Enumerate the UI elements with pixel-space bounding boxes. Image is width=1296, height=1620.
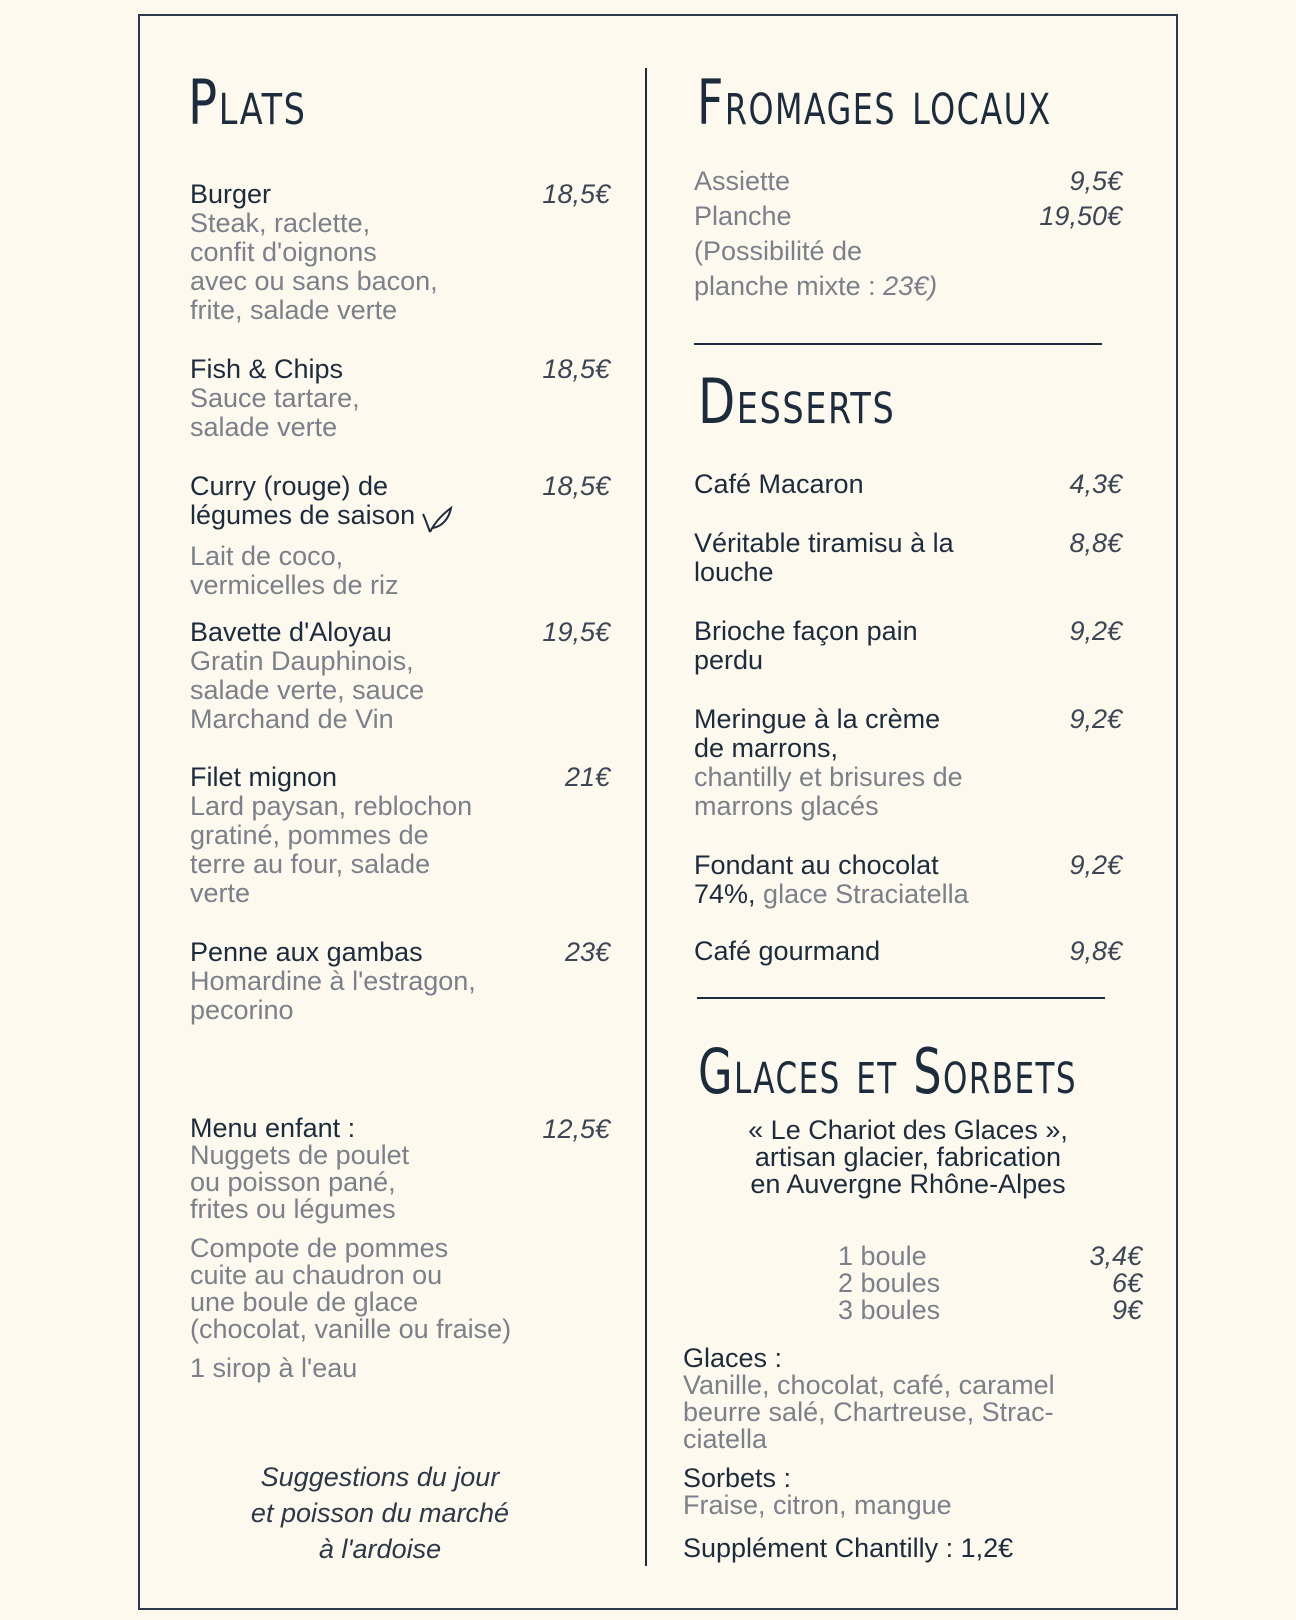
item-name: Bavette d'Aloyau xyxy=(190,617,392,647)
menu-item-filet-mignon xyxy=(190,763,472,908)
item-name-line2 xyxy=(694,880,969,909)
flavour-line: beurre salé, Chartreuse, Strac- xyxy=(683,1397,1054,1427)
item-price: 21€ xyxy=(564,762,610,792)
menu-item-bavette xyxy=(190,618,424,734)
fromages-list xyxy=(694,164,937,304)
sorbets-flavours: Fraise, citron, mangue xyxy=(683,1490,952,1520)
item-desc: avec ou sans bacon, xyxy=(190,266,438,296)
glaces-label: Glaces : xyxy=(683,1343,783,1373)
item-name: Curry (rouge) de xyxy=(190,471,389,501)
menu-item-penne xyxy=(190,938,476,1025)
item-name-line2 xyxy=(190,501,453,542)
item-name: louche xyxy=(694,557,774,587)
kids-dessert: une boule de glace xyxy=(190,1287,419,1317)
intro-line: en Auvergne Rhône-Alpes xyxy=(750,1169,1066,1199)
scoop-label: 1 boule xyxy=(838,1241,927,1271)
item-desc: Marchand de Vin xyxy=(190,704,394,734)
item-desc: salade verte, sauce xyxy=(190,675,425,705)
item-name: Fish & Chips xyxy=(190,354,344,384)
item-price: 18,5€ xyxy=(542,179,610,209)
item-name: Filet mignon xyxy=(190,762,338,792)
fromages-note-text: planche mixte : xyxy=(694,271,884,301)
section-separator xyxy=(697,997,1105,999)
item-desc: gratiné, pommes de xyxy=(190,820,429,850)
fromages-note-price: 23€) xyxy=(883,271,938,301)
item-name: Assiette xyxy=(694,166,791,196)
item-desc: Lait de coco, xyxy=(190,541,344,571)
item-name: Penne aux gambas xyxy=(190,937,423,967)
dessert-fondant xyxy=(694,851,969,909)
item-name: Café gourmand xyxy=(694,936,881,966)
desserts-title: Desserts xyxy=(698,365,896,438)
item-desc: pecorino xyxy=(190,995,294,1025)
item-desc: Steak, raclette, xyxy=(190,208,371,238)
item-desc: ou poisson pané, xyxy=(190,1167,396,1197)
suggestions-note xyxy=(190,1459,570,1567)
flavour-line: ciatella xyxy=(683,1424,768,1454)
glaces-title: Glaces et Sorbets xyxy=(698,1035,1077,1108)
menu-item-curry xyxy=(190,472,453,600)
item-price: 8,8€ xyxy=(1069,528,1122,558)
suggestions-line: et poisson du marché xyxy=(250,1498,510,1528)
item-name: Meringue à la crème xyxy=(694,704,941,734)
dessert-tiramisu xyxy=(694,529,954,587)
fromages-note: (Possibilité de xyxy=(694,236,863,266)
dessert-meringue xyxy=(694,705,963,821)
dessert-brioche xyxy=(694,617,918,675)
item-desc: Gratin Dauphinois, xyxy=(190,646,414,676)
fromages-title: Fromages locaux xyxy=(697,66,1052,139)
item-price: 3,4€ xyxy=(1089,1241,1142,1271)
item-desc: vermicelles de riz xyxy=(190,570,399,600)
intro-line: « Le Chariot des Glaces », xyxy=(748,1115,1068,1145)
item-name: perdu xyxy=(694,645,764,675)
menu-item-burger xyxy=(190,180,438,325)
item-desc: marrons glacés xyxy=(694,791,879,821)
intro-line: artisan glacier, fabrication xyxy=(754,1142,1062,1172)
kids-dessert: cuite au chaudron ou xyxy=(190,1260,443,1290)
scoop-label: 2 boules xyxy=(838,1268,941,1298)
item-name-text: légumes de saison xyxy=(190,500,416,530)
item-desc: frites ou légumes xyxy=(190,1194,396,1224)
flavour-line: Vanille, chocolat, café, caramel xyxy=(683,1370,1055,1400)
item-desc: chantilly et brisures de xyxy=(694,762,963,792)
kids-dessert: Compote de pommes xyxy=(190,1233,449,1263)
item-name: Brioche façon pain xyxy=(694,616,918,646)
item-price: 9€ xyxy=(1111,1295,1142,1325)
dessert-cafe-gourmand xyxy=(694,937,880,966)
suggestions-line: Suggestions du jour xyxy=(260,1462,500,1492)
scoop-prices xyxy=(1030,1243,1142,1324)
item-name: Véritable tiramisu à la xyxy=(694,528,954,558)
menu-item-kids xyxy=(190,1115,511,1382)
fromages-note-2 xyxy=(694,269,937,304)
plats-title: Plats xyxy=(188,66,307,139)
column-divider xyxy=(645,68,647,1566)
item-price: 23€ xyxy=(564,937,610,967)
item-price: 9,2€ xyxy=(1069,850,1122,880)
item-name-text: 74%, xyxy=(694,879,756,909)
item-price: 19,50€ xyxy=(1039,201,1122,231)
item-price: 9,8€ xyxy=(1069,936,1122,966)
item-name: Planche xyxy=(694,201,792,231)
item-desc: Lard paysan, reblochon xyxy=(190,791,473,821)
item-desc: salade verte xyxy=(190,412,338,442)
item-price: 6€ xyxy=(1111,1268,1142,1298)
item-desc: Nuggets de poulet xyxy=(190,1140,410,1170)
glaces-intro xyxy=(694,1117,1122,1198)
item-price: 19,5€ xyxy=(542,617,610,647)
item-price: 9,2€ xyxy=(1069,616,1122,646)
item-desc: glace Straciatella xyxy=(755,879,969,909)
item-desc: Sauce tartare, xyxy=(190,383,360,413)
item-desc: Homardine à l'estragon, xyxy=(190,966,476,996)
kids-drink: 1 sirop à l'eau xyxy=(190,1353,358,1383)
kids-dessert: (chocolat, vanille ou fraise) xyxy=(190,1314,512,1344)
menu-item-fish-chips xyxy=(190,355,360,442)
scoop-labels xyxy=(838,1243,940,1324)
section-separator xyxy=(694,343,1102,345)
sorbets-label: Sorbets : xyxy=(683,1463,792,1493)
item-desc: terre au four, salade xyxy=(190,849,431,879)
item-price: 9,5€ xyxy=(1069,166,1122,196)
item-price: 9,2€ xyxy=(1069,704,1122,734)
item-price: 18,5€ xyxy=(542,471,610,501)
item-name: Café Macaron xyxy=(694,469,864,499)
item-price: 18,5€ xyxy=(542,354,610,384)
vegetarian-leaf-icon xyxy=(421,502,453,542)
item-desc: frite, salade verte xyxy=(190,295,398,325)
glaces-flavours xyxy=(683,1345,1055,1562)
suggestions-line: à l'ardoise xyxy=(318,1534,442,1564)
item-name: Fondant au chocolat xyxy=(694,850,939,880)
dessert-cafe-macaron xyxy=(694,470,864,499)
fromages-prices xyxy=(990,164,1122,234)
item-price: 4,3€ xyxy=(1069,469,1122,499)
supplement-chantilly: Supplément Chantilly : 1,2€ xyxy=(683,1533,1014,1563)
item-name: de marrons, xyxy=(694,733,839,763)
scoop-label: 3 boules xyxy=(838,1295,941,1325)
item-price: 12,5€ xyxy=(542,1114,610,1144)
item-desc: verte xyxy=(190,878,251,908)
item-name: Burger xyxy=(190,179,272,209)
item-desc: confit d'oignons xyxy=(190,237,377,267)
item-name: Menu enfant : xyxy=(190,1113,356,1143)
